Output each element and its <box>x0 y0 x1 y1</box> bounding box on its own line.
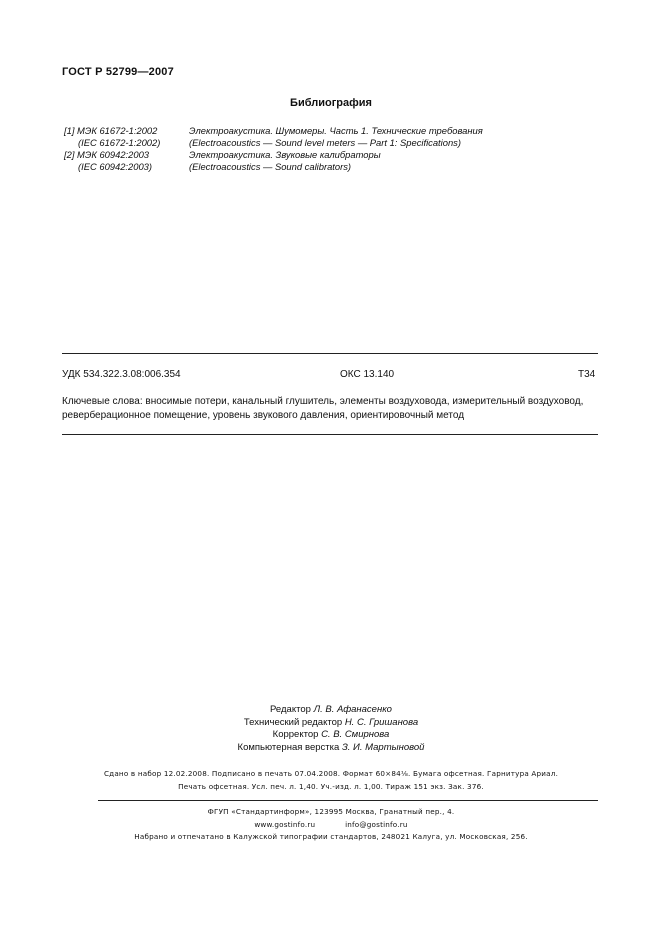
publisher-web: www.gostinfo.ru <box>254 819 316 829</box>
tech-editor-name: Н. С. Гришанова <box>344 716 419 728</box>
bibliography-title: Библиография <box>290 97 372 109</box>
imprint-line-1: Сдано в набор 12.02.2008. Подписано в печать 07.04.2008. Формат 60×84⅛. Бумага офсетная. Гарнитура Ариал. <box>103 769 559 778</box>
keywords: Ключевые слова: вносимые потери, канальный глушитель, элементы воздуховода, измерительный воздуховод, реверберационное помещение, уровень звукового давления, ориентировочный метод <box>62 396 584 421</box>
layout-name: З. И. Мартыновой <box>341 741 425 753</box>
credit-editor: Редактор Л. В. Афанасенко <box>270 704 392 715</box>
reference-2-code: [2] МЭК 60942:2003 <box>64 149 150 160</box>
reference-1-code-alt: (IEC 61672-1:2002) <box>78 137 161 148</box>
publisher-contacts <box>0 819 662 832</box>
credit-tech-editor: Технический редактор Н. С. Гришанова <box>243 716 419 728</box>
publisher-email: info@gostinfo.ru <box>345 819 408 829</box>
reference-1-code: [1] МЭК 61672-1:2002 <box>64 125 158 136</box>
oks-code: ОКС 13.140 <box>340 369 395 380</box>
credit-layout: Компьютерная верстка З. И. Мартыновой <box>237 741 425 753</box>
reference-2-title: Электроакустика. Звуковые калибраторы <box>189 149 381 160</box>
credits-block <box>0 704 662 754</box>
publisher-line-1: ФГУП «Стандартинформ», 123995 Москва, Гранатный пер., 4. <box>207 807 455 816</box>
category-code: Т34 <box>578 369 596 380</box>
divider-bottom <box>98 800 598 801</box>
publisher-line-3: Набрано и отпечатано в Калужской типографии стандартов, 248021 Калуга, ул. Московская, 256. <box>134 832 528 841</box>
divider-keywords <box>62 434 598 435</box>
reference-2-code-alt: (IEC 60942:2003) <box>78 161 153 172</box>
divider-top <box>62 353 598 354</box>
corrector-name: С. В. Смирнова <box>321 729 390 740</box>
publisher-block <box>0 806 662 844</box>
document-id: ГОСТ Р 52799—2007 <box>62 66 174 78</box>
reference-1-title: Электроакустика. Шумомеры. Часть 1. Технические требования <box>189 125 483 136</box>
editor-name: Л. В. Афанасенко <box>313 704 392 715</box>
reference-2-title-alt: (Electroacoustics — Sound calibrators) <box>189 161 352 172</box>
credit-corrector: Корректор С. В. Смирнова <box>272 729 390 740</box>
udk-code: УДК 534.322.3.08:006.354 <box>62 369 181 380</box>
imprint-block <box>0 768 662 793</box>
reference-1-title-alt: (Electroacoustics — Sound level meters — Part 1: Specifications) <box>189 137 461 148</box>
imprint-line-2: Печать офсетная. Усл. печ. л. 1,40. Уч.-изд. л. 1,00. Тираж 151 экз. Зак. 376. <box>178 781 484 791</box>
